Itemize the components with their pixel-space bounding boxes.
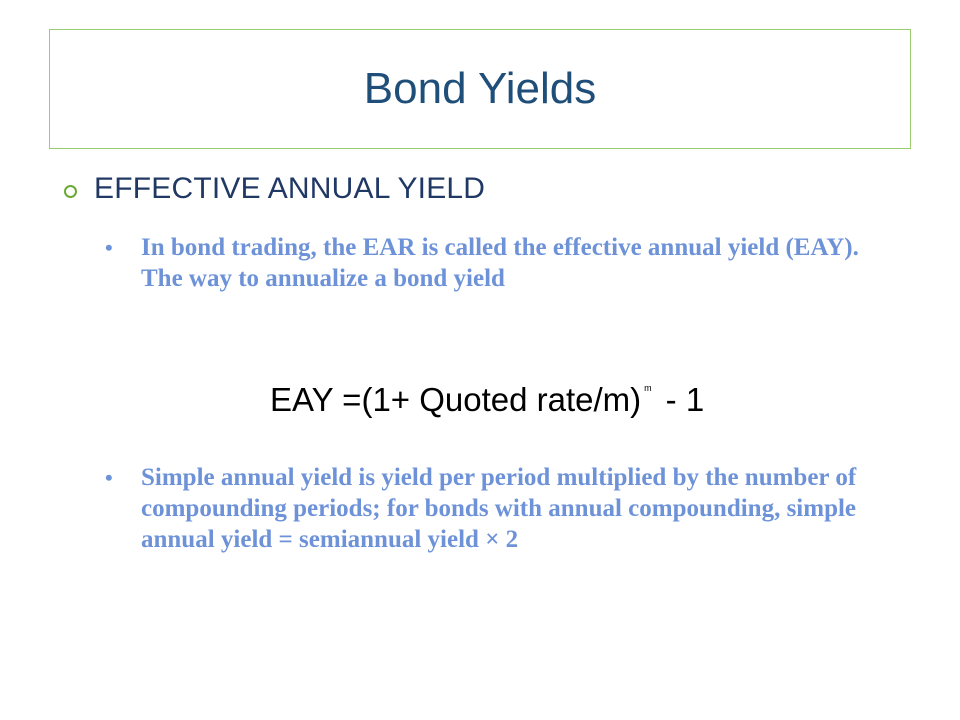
- bullet-text: Simple annual yield is yield per period multiplied by the number of compounding periods; for bonds with annual compounding, simple annual yield = semiannual yield × 2: [141, 464, 857, 553]
- title-frame: [49, 29, 911, 149]
- eay-formula: [270, 381, 704, 419]
- circle-bullet-icon: [64, 185, 77, 198]
- formula-lhs: EAY: [270, 381, 333, 418]
- formula-tail: - 1: [665, 381, 705, 418]
- formula-body: (1+ Quoted rate/m): [361, 381, 642, 418]
- bullet-dot-icon: •: [105, 235, 113, 260]
- bullet-dot-icon: •: [105, 465, 113, 490]
- formula-equals: =: [342, 381, 362, 418]
- formula-exponent: m: [644, 383, 652, 393]
- section-heading: EFFECTIVE ANNUAL YIELD: [94, 172, 486, 205]
- heading-row: [64, 172, 485, 206]
- slide-title: Bond Yields: [363, 64, 597, 113]
- bullet-item: [105, 462, 865, 555]
- bullet-item: [105, 232, 865, 294]
- bullet-text: In bond trading, the EAR is called the effective annual yield (EAY). The way to annualize a bond yield: [141, 234, 859, 292]
